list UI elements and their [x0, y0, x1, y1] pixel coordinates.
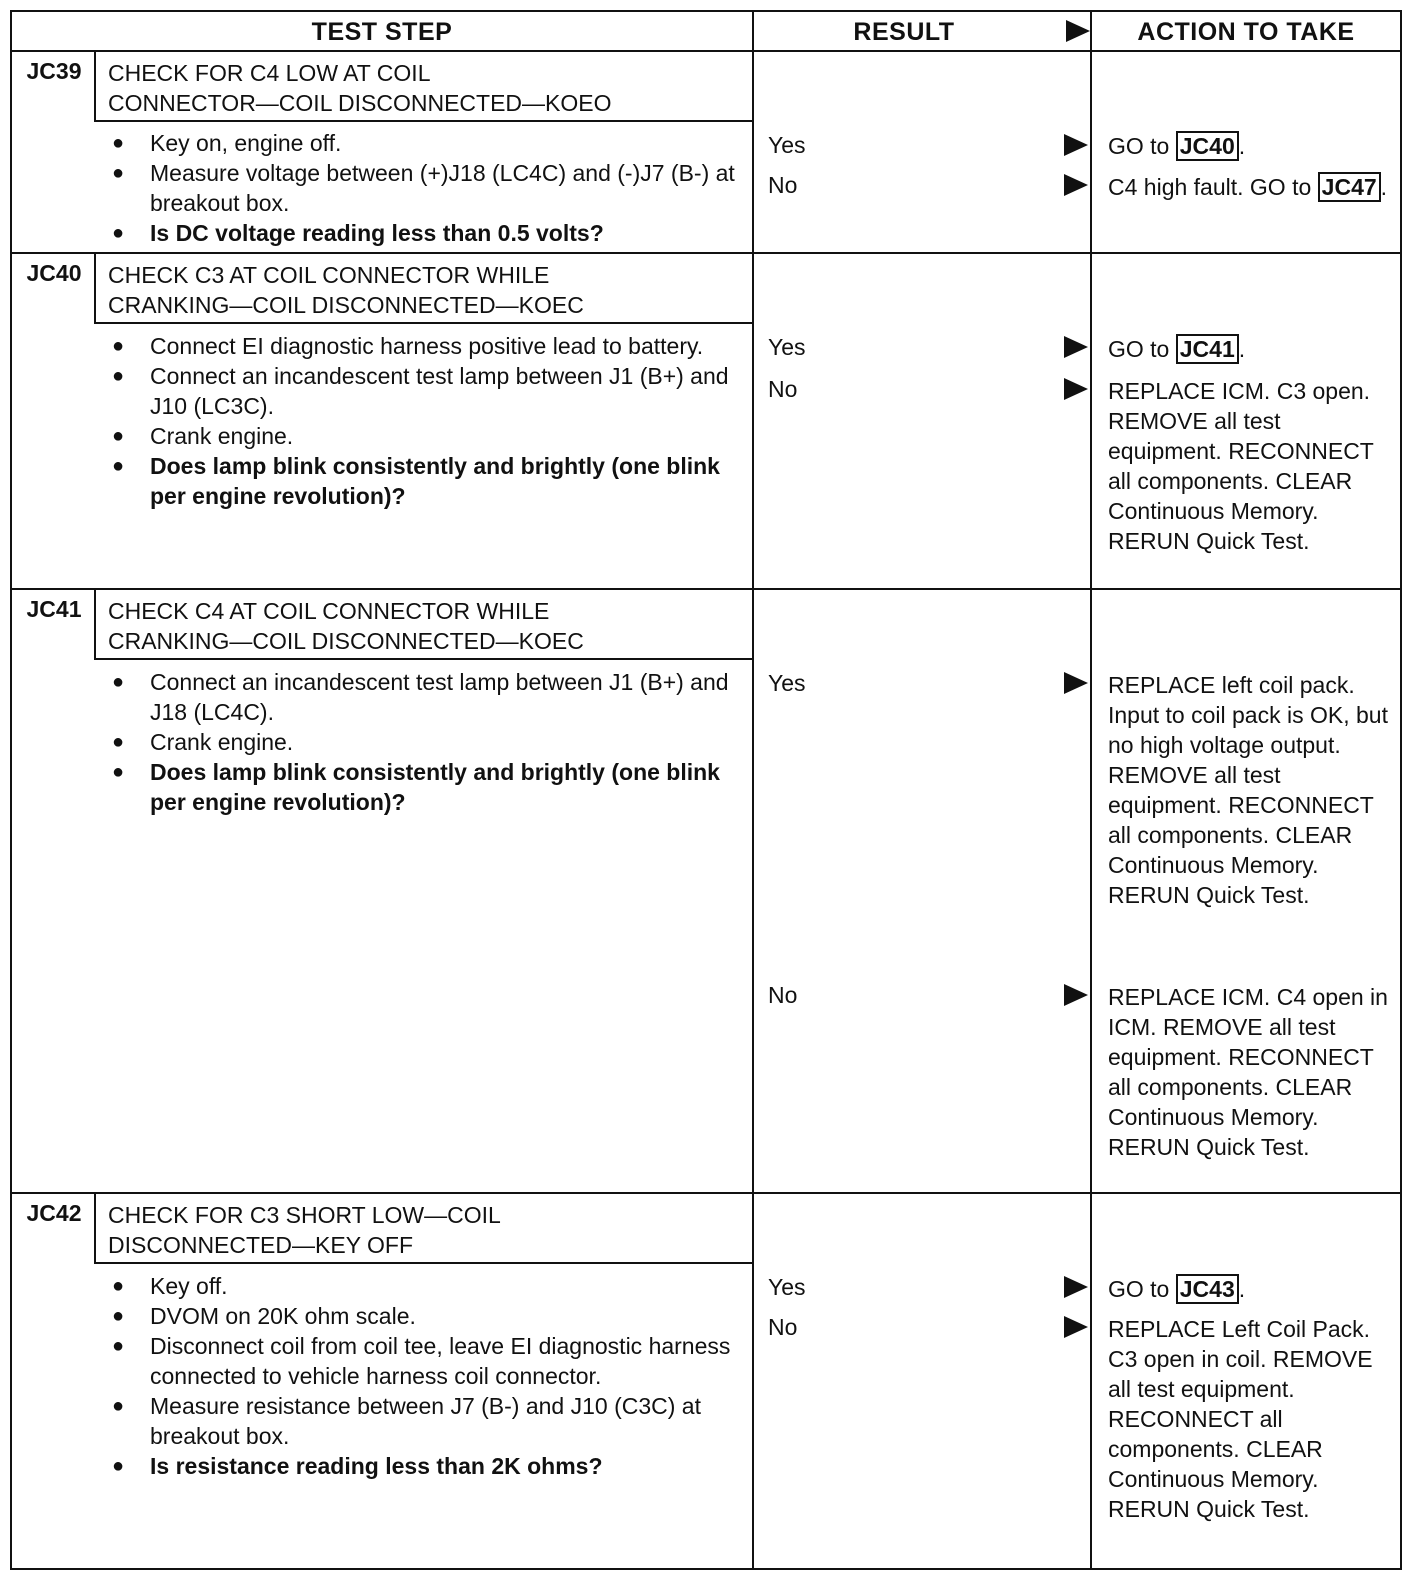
step-instructions	[108, 667, 738, 817]
table-bottom-border	[10, 1568, 1402, 1570]
step-id: JC40	[26, 260, 82, 286]
row-border-jc41	[10, 588, 1402, 590]
instruction-item: ● Connect EI diagnostic harness positive lead to battery.	[108, 331, 738, 361]
header-test-step: TEST STEP	[311, 18, 453, 46]
action-no: REPLACE ICM. C4 open in ICM. REMOVE all test equipment. RECONNECT all components. CLEAR Continuous Memory. RERUN Quick Test.	[1108, 984, 1388, 1160]
action-text: .	[1380, 174, 1388, 200]
instruction-item: ● Measure voltage between (+)J18 (LC4C) and (-)J7 (B-) at breakout box.	[108, 158, 738, 218]
step-id-divider-jc42	[94, 1192, 96, 1264]
result-no: No	[768, 172, 798, 198]
header-arrow-icon	[1066, 20, 1090, 42]
action-yes: REPLACE left coil pack. Input to coil pack is OK, but no high voltage output. REMOVE all test equipment. RECONNECT all components. CLEAR Continuous Memory. RERUN Quick Test.	[1108, 672, 1388, 908]
row-border-jc40	[10, 252, 1402, 254]
step-id: JC39	[26, 58, 82, 84]
arrow-icon	[1064, 134, 1088, 156]
row-border-jc42	[10, 1192, 1402, 1194]
title-underline-jc41	[94, 658, 752, 660]
step-reference-link[interactable]: JC47	[1318, 172, 1381, 202]
action-no: REPLACE Left Coil Pack. C3 open in coil. REMOVE all test equipment. RECONNECT all components. CLEAR Continuous Memory. RERUN Quick Test.	[1108, 1316, 1373, 1522]
instruction-question: ● Does lamp blink consistently and brightly (one blink per engine revolution)?	[108, 757, 738, 817]
instruction-item: ● Measure resistance between J7 (B-) and J10 (C3C) at breakout box.	[108, 1391, 738, 1451]
result-yes: Yes	[768, 1274, 806, 1300]
action-no: REPLACE ICM. C3 open. REMOVE all test equipment. RECONNECT all components. CLEAR Continuous Memory. RERUN Quick Test.	[1108, 378, 1374, 554]
arrow-icon	[1064, 984, 1088, 1006]
instruction-item: ● DVOM on 20K ohm scale.	[108, 1301, 738, 1331]
step-reference-link[interactable]: JC40	[1176, 131, 1239, 161]
action-yes	[1108, 131, 1400, 161]
result-no: No	[768, 1314, 798, 1340]
action-text: .	[1238, 133, 1246, 159]
step-instructions	[108, 1271, 738, 1481]
arrow-icon	[1064, 1276, 1088, 1298]
step-reference-link[interactable]: JC41	[1176, 334, 1239, 364]
result-column-border	[752, 10, 754, 1570]
result-no: No	[768, 982, 798, 1008]
step-reference-link[interactable]: JC43	[1176, 1274, 1239, 1304]
instruction-item: ● Connect an incandescent test lamp between J1 (B+) and J10 (LC3C).	[108, 361, 738, 421]
step-title: CHECK FOR C4 LOW AT COIL CONNECTOR—COIL DISCONNECTED—KOEO	[108, 60, 612, 116]
result-yes: Yes	[768, 670, 806, 696]
arrow-icon	[1064, 672, 1088, 694]
result-no: No	[768, 376, 798, 402]
instruction-item: ● Crank engine.	[108, 727, 738, 757]
instruction-question: ● Is DC voltage reading less than 0.5 volts?	[108, 218, 738, 248]
step-id-divider-jc40	[94, 252, 96, 324]
action-yes	[1108, 334, 1400, 364]
step-id: JC42	[26, 1200, 82, 1226]
action-text: GO to	[1108, 336, 1176, 362]
instruction-question: ● Is resistance reading less than 2K ohms?	[108, 1451, 738, 1481]
instruction-item: ● Key off.	[108, 1271, 738, 1301]
instruction-question: ● Does lamp blink consistently and brightly (one blink per engine revolution)?	[108, 451, 738, 511]
step-title: CHECK C3 AT COIL CONNECTOR WHILE CRANKING—COIL DISCONNECTED—KOEC	[108, 262, 584, 318]
step-title: CHECK C4 AT COIL CONNECTOR WHILE CRANKING—COIL DISCONNECTED—KOEC	[108, 598, 584, 654]
header-action: ACTION TO TAKE	[1137, 18, 1355, 46]
action-no	[1108, 172, 1400, 202]
title-underline-jc40	[94, 322, 752, 324]
action-text: GO to	[1108, 133, 1176, 159]
step-instructions	[108, 128, 738, 248]
arrow-icon	[1064, 1316, 1088, 1338]
action-text: GO to	[1108, 1276, 1176, 1302]
header-result: RESULT	[853, 18, 955, 46]
action-text: .	[1238, 1276, 1246, 1302]
step-id-divider-jc39	[94, 50, 96, 122]
action-yes	[1108, 1274, 1400, 1304]
step-instructions	[108, 331, 738, 511]
title-underline-jc42	[94, 1262, 752, 1264]
result-yes: Yes	[768, 334, 806, 360]
table-right-border	[1400, 10, 1402, 1570]
action-text: .	[1238, 336, 1246, 362]
arrow-icon	[1064, 336, 1088, 358]
instruction-item: ● Connect an incandescent test lamp between J1 (B+) and J18 (LC4C).	[108, 667, 738, 727]
table-left-border	[10, 10, 12, 1570]
action-text: C4 high fault. GO to	[1108, 174, 1318, 200]
arrow-icon	[1064, 378, 1088, 400]
instruction-item: ● Disconnect coil from coil tee, leave EI diagnostic harness connected to vehicle harness coil connector.	[108, 1331, 738, 1391]
step-id-divider-jc41	[94, 588, 96, 660]
step-title: CHECK FOR C3 SHORT LOW—COIL DISCONNECTED—KEY OFF	[108, 1202, 501, 1258]
instruction-item: ● Crank engine.	[108, 421, 738, 451]
arrow-icon	[1064, 174, 1088, 196]
result-yes: Yes	[768, 132, 806, 158]
action-column-border	[1090, 10, 1092, 1570]
instruction-item: ● Key on, engine off.	[108, 128, 738, 158]
step-id: JC41	[26, 596, 82, 622]
title-underline-jc39	[94, 120, 752, 122]
